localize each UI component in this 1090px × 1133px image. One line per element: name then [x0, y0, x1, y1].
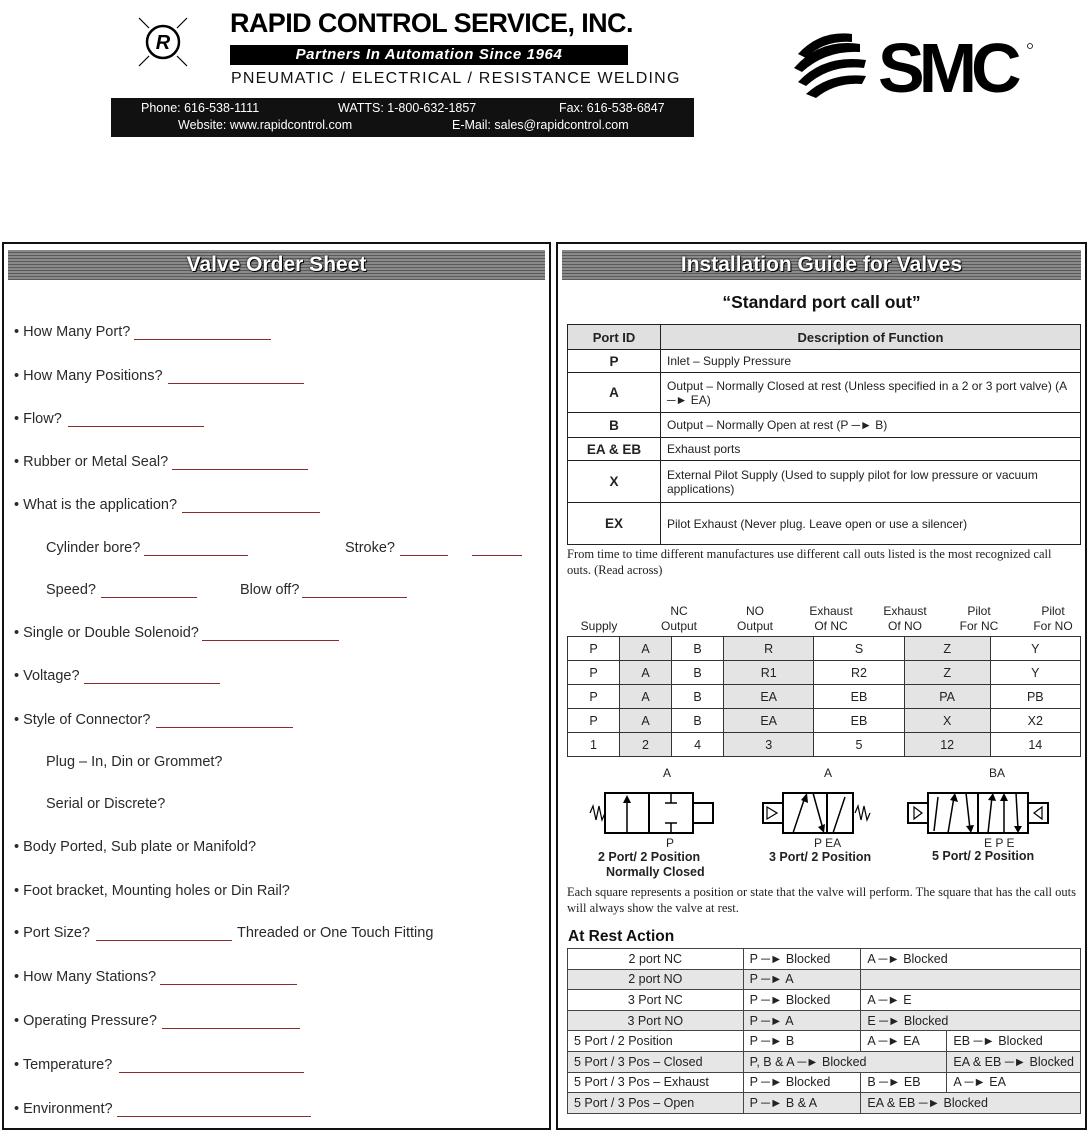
callout-cell: P [568, 637, 620, 661]
rest-cell: P ─► Blocked [743, 949, 861, 970]
callout-cell: P [568, 685, 620, 709]
install-guide-title: Installation Guide for Valves [562, 250, 1081, 280]
callout-cell: X2 [990, 709, 1080, 733]
table-row [568, 1072, 1081, 1093]
port-id-cell: A [568, 373, 661, 413]
callout-cell: Y [990, 661, 1080, 685]
rest-cell: P ─► Blocked [743, 990, 861, 1011]
q-seal: • Rubber or Metal Seal? [14, 454, 169, 470]
q-ports: • How Many Port? [14, 324, 131, 340]
rest-cell: EA & EB ─► Blocked [947, 1051, 1081, 1072]
logo-letter: R [155, 32, 171, 54]
website-text: Website: www.rapidcontrol.com [178, 118, 353, 132]
rest-cell [861, 969, 1081, 990]
answer-line-temperature[interactable] [119, 1072, 304, 1073]
q-environment: • Environment? [14, 1101, 113, 1117]
position-note: Each square represents a position or state that the valve will perform. The square that has the call outs will always show the valve at rest. [567, 885, 1076, 915]
rcs-logo [135, 14, 191, 70]
callout-cell: A [620, 661, 672, 685]
company-name: RAPID CONTROL SERVICE, INC. [230, 8, 633, 38]
callout-cell: R1 [724, 661, 814, 685]
answer-line-stations[interactable] [160, 984, 297, 985]
d3-bottom-ports: E P E [984, 836, 1015, 850]
table-row [568, 413, 1081, 438]
table-row [568, 990, 1081, 1011]
answer-line-stroke-1[interactable] [400, 555, 448, 556]
tagline: Partners In Automation Since 1964 [230, 45, 628, 65]
answer-line-connector[interactable] [156, 727, 293, 728]
q-connector: • Style of Connector? [14, 712, 151, 728]
q-flow: • Flow? [14, 411, 62, 427]
q-application: • What is the application? [14, 497, 178, 513]
port-id-cell: P [568, 350, 661, 373]
q-solenoid: • Single or Double Solenoid? [14, 625, 199, 641]
table-row [568, 1031, 1081, 1052]
table-row [568, 709, 1081, 733]
q-voltage: • Voltage? [14, 668, 80, 684]
callout-cell: Z [904, 661, 990, 685]
callout-cell: 14 [990, 733, 1080, 757]
q-body-ported: • Body Ported, Sub plate or Manifold? [14, 839, 257, 855]
rest-cell: A ─► EA [861, 1031, 947, 1052]
q-speed: Speed? [46, 582, 96, 598]
services-line: PNEUMATIC / ELECTRICAL / RESISTANCE WELDING [231, 70, 681, 87]
table-row [568, 969, 1081, 990]
valve-3port-2pos-symbol [761, 789, 886, 837]
rest-cell: EB ─► Blocked [947, 1031, 1081, 1052]
table-row [568, 661, 1081, 685]
callout-cell: 5 [814, 733, 904, 757]
callout-cell: EB [814, 685, 904, 709]
smc-logo [790, 24, 1035, 104]
port-desc-cell: Inlet – Supply Pressure [661, 350, 1081, 373]
d2-label: 3 Port/ 2 Position [769, 850, 872, 864]
valve-order-sheet-panel [2, 242, 551, 1130]
table-row [568, 438, 1081, 461]
contact-box [111, 98, 694, 137]
answer-line-blow-off[interactable] [302, 597, 407, 598]
header-no-output: NO Output [736, 604, 774, 633]
table-row [568, 1093, 1081, 1114]
table-row [568, 733, 1081, 757]
q-stroke: Stroke? [345, 540, 395, 556]
at-rest-action-table [567, 948, 1081, 1114]
port-desc-cell: Output – Normally Open at rest (P ─► B) [661, 413, 1081, 438]
callout-cell: Y [990, 637, 1080, 661]
q-threaded: Threaded or One Touch Fitting [237, 925, 434, 941]
answer-line-bore[interactable] [144, 555, 248, 556]
q-blow-off: Blow off? [240, 582, 300, 598]
rest-cell: P ─► B & A [743, 1093, 861, 1114]
description-header: Description of Function [661, 325, 1081, 350]
port-id-cell: EX [568, 503, 661, 545]
q-foot-bracket: • Foot bracket, Mounting holes or Din Rail? [14, 883, 290, 899]
q-cylinder-bore: Cylinder bore? [46, 540, 141, 556]
rest-type-cell: 5 Port / 3 Pos – Exhaust [568, 1072, 744, 1093]
answer-line-seal[interactable] [172, 469, 308, 470]
rest-type-cell: 5 Port / 3 Pos – Open [568, 1093, 744, 1114]
q-plug-style: Plug – In, Din or Grommet? [46, 754, 223, 770]
port-description-table [567, 324, 1081, 545]
q-temperature: • Temperature? [14, 1057, 113, 1073]
callout-cell: P [568, 661, 620, 685]
d2-bottom-ports: P EA [814, 836, 842, 850]
header-pilot-no: Pilot For NO [1033, 604, 1073, 633]
q-serial: Serial or Discrete? [46, 796, 166, 812]
rest-type-cell: 5 Port / 2 Position [568, 1031, 744, 1052]
callout-cell: B [672, 637, 724, 661]
order-sheet-title: Valve Order Sheet [8, 250, 545, 280]
fax-text: Fax: 616-538-6847 [559, 101, 665, 115]
header-exhaust-no: Exhaust Of NO [883, 604, 927, 633]
valve-2port-2pos-symbol [588, 789, 718, 837]
valve-5port-2pos-symbol [906, 789, 1051, 837]
rest-cell: A ─► E [861, 990, 1081, 1011]
answer-line-environment[interactable] [117, 1116, 311, 1117]
rest-type-cell: 2 port NO [568, 969, 744, 990]
callout-cell: B [672, 661, 724, 685]
at-rest-action-title: At Rest Action [568, 928, 675, 945]
answer-line-flow[interactable] [68, 426, 204, 427]
rest-cell: P, B & A ─► Blocked [743, 1051, 947, 1072]
table-row [568, 1010, 1081, 1031]
callout-cell: A [620, 637, 672, 661]
rest-cell: EA & EB ─► Blocked [861, 1093, 1081, 1114]
port-id-cell: X [568, 461, 661, 503]
answer-line-solenoid[interactable] [202, 640, 339, 641]
port-desc-cell: Exhaust ports [661, 438, 1081, 461]
port-id-header: Port ID [568, 325, 661, 350]
watts-text: WATTS: 1-800-632-1857 [338, 101, 477, 115]
callout-cell: 12 [904, 733, 990, 757]
table-row [568, 503, 1081, 545]
table-row [568, 373, 1081, 413]
table-row [568, 350, 1081, 373]
q-positions: • How Many Positions? [14, 368, 163, 384]
table-row [568, 637, 1081, 661]
header-nc-output: NC Output [660, 604, 698, 633]
answer-line-voltage[interactable] [84, 683, 220, 684]
d1-label: 2 Port/ 2 Position [598, 850, 701, 864]
callout-note: From time to time different manufactures use different call outs listed is the most recognized call outs. (Read across) [567, 547, 1052, 577]
header-exhaust-nc: Exhaust Of NC [809, 604, 853, 633]
callout-cell: P [568, 709, 620, 733]
d1-bottom-port: P [666, 836, 675, 850]
q-pressure: • Operating Pressure? [14, 1013, 157, 1029]
callout-cell: B [672, 709, 724, 733]
standard-port-callout-heading: “Standard port call out” [722, 292, 921, 312]
answer-line-positions[interactable] [168, 383, 304, 384]
rest-cell: P ─► A [743, 969, 861, 990]
rest-type-cell: 2 port NC [568, 949, 744, 970]
installation-guide-panel [556, 242, 1087, 1130]
d1-top-port: A [663, 766, 672, 780]
d2-top-port: A [824, 766, 833, 780]
rest-type-cell: 3 Port NC [568, 990, 744, 1011]
callout-cell: EB [814, 709, 904, 733]
callout-comparison-table [567, 636, 1081, 757]
answer-line-speed[interactable] [101, 597, 197, 598]
port-desc-cell: Pilot Exhaust (Never plug. Leave open or use a silencer) [661, 503, 1081, 545]
callout-cell: A [620, 685, 672, 709]
callout-cell: Z [904, 637, 990, 661]
callout-cell: PB [990, 685, 1080, 709]
q-stations: • How Many Stations? [14, 969, 157, 985]
table-row [568, 685, 1081, 709]
email-text: E-Mail: sales@rapidcontrol.com [452, 118, 629, 132]
port-id-cell: EA & EB [568, 438, 661, 461]
port-desc-cell: Output – Normally Closed at rest (Unless specified in a 2 or 3 port valve) (A ─► EA) [661, 373, 1081, 413]
rest-cell: P ─► A [743, 1010, 861, 1031]
rest-cell: B ─► EB [861, 1072, 947, 1093]
callout-cell: EA [724, 709, 814, 733]
rest-cell: A ─► EA [947, 1072, 1081, 1093]
port-desc-cell: External Pilot Supply (Used to supply pilot for low pressure or vacuum applications) [661, 461, 1081, 503]
callout-cell: R2 [814, 661, 904, 685]
callout-cell: A [620, 709, 672, 733]
rest-cell: P ─► Blocked [743, 1072, 861, 1093]
d1-sublabel: Normally Closed [606, 865, 705, 879]
rest-cell: A ─► Blocked [861, 949, 1081, 970]
header-supply: Supply [580, 619, 618, 633]
q-port-size: • Port Size? [14, 925, 90, 941]
rest-type-cell: 3 Port NO [568, 1010, 744, 1031]
phone-text: Phone: 616-538-1111 [141, 101, 260, 115]
callout-cell: 2 [620, 733, 672, 757]
answer-line-application[interactable] [182, 512, 320, 513]
rest-type-cell: 5 Port / 3 Pos – Closed [568, 1051, 744, 1072]
callout-cell: B [672, 685, 724, 709]
smc-text: SMC [878, 29, 1016, 104]
callout-cell: X [904, 709, 990, 733]
callout-cell: 3 [724, 733, 814, 757]
table-row [568, 1051, 1081, 1072]
callout-cell: 4 [672, 733, 724, 757]
header-pilot-nc: Pilot For NC [959, 604, 999, 633]
callout-cell: PA [904, 685, 990, 709]
callout-cell: R [724, 637, 814, 661]
rest-cell: P ─► B [743, 1031, 861, 1052]
d3-top-ports: BA [989, 766, 1006, 780]
answer-line-stroke-2[interactable] [472, 555, 522, 556]
callout-cell: S [814, 637, 904, 661]
answer-line-pressure[interactable] [162, 1028, 300, 1029]
callout-cell: 1 [568, 733, 620, 757]
answer-line-ports[interactable] [134, 339, 271, 340]
callout-cell: EA [724, 685, 814, 709]
port-id-cell: B [568, 413, 661, 438]
rest-cell: E ─► Blocked [861, 1010, 1081, 1031]
table-row [568, 461, 1081, 503]
table-row [568, 949, 1081, 970]
d3-label: 5 Port/ 2 Position [932, 849, 1035, 863]
answer-line-port-size[interactable] [96, 940, 232, 941]
